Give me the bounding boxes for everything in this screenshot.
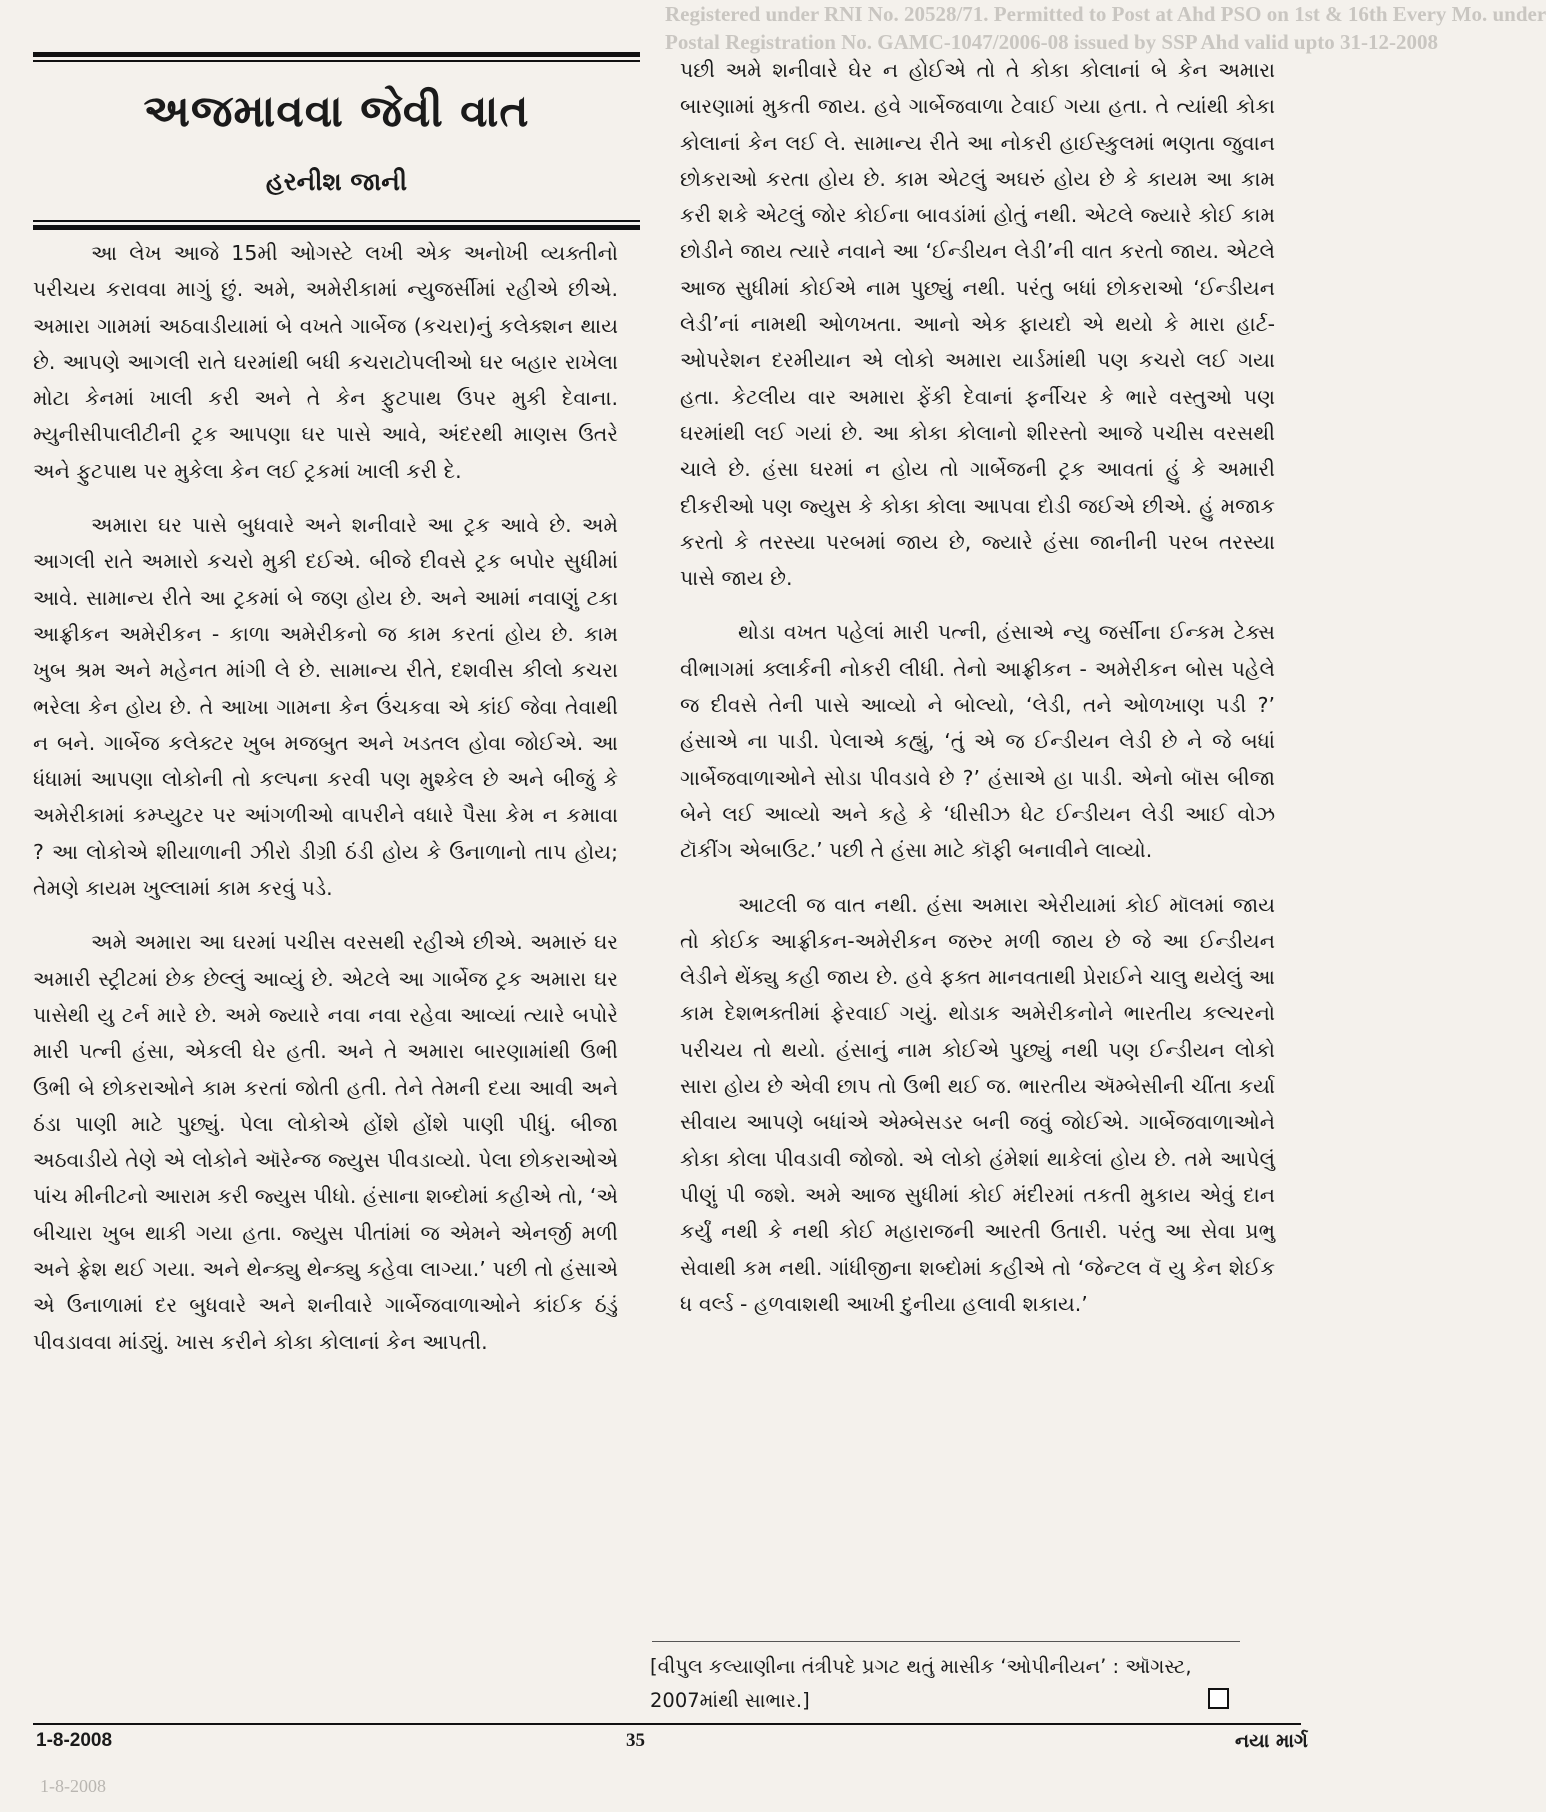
bleed-line-1: Registered under RNI No. 20528/71. Permitted to Post at Ahd PSO on 1st & 16th Every Mo. under <box>665 2 1546 26</box>
bleed-through-header <box>665 0 1546 56</box>
article-title: અજમાવવા જેવી વાત <box>143 86 530 137</box>
right-column-text <box>680 52 1275 1322</box>
bleed-through-footer: 1-8-2008 <box>40 1776 106 1796</box>
page-number: 35 <box>626 1730 645 1751</box>
paragraph: આ લેખ આજે 15મી ઓગસ્ટે લખી એક અનોખી વ્યક્તીનો પરીચય કરાવવા માગું છું. અમે, અમેરીકામાં ન્યુજર્સીમાં રહીએ છીએ. અમારા ગામમાં અઠવાડીયામાં બે વખતે ગાર્બેજ (કચરા)નું કલેક્શન થાય છે. આપણે આગલી રાતે ઘરમાંથી બધી કચરાટોપલીઓ ઘર બહાર રાખેલા મોટા કેનમાં ખાલી કરી અને તે કેન ફુટપાથ ઉપર મુકી દેવાના. મ્યુનીસીપાલીટીની ટ્રક આપણા ઘર પાસે આવે, અંદરથી માણસ ઉતરે અને ફુટપાથ પર મુકેલા કેન લઈ ટ્રકમાં ખાલી કરી દે. <box>33 241 618 483</box>
footer-rule <box>33 1723 1301 1725</box>
paragraph: થોડા વખત પહેલાં મારી પત્ની, હંસાએ ન્યુ જર્સીના ઈન્કમ ટેક્સ વીભાગમાં ક્લાર્કની નોકરી લીધી. તેનો આફ્રીકન - અમેરીકન બોસ પહેલે જ દીવસે તેની પાસે આવ્યો ને બોલ્યો, ‘લેડી, તને ઓળખાણ પડી ?’ હંસાએ ના પાડી. પેલાએ કહ્યું, ‘તું એ જ ઈન્ડીયન લેડી છે ને જે બધાં ગાર્બેજવાળાઓને સોડા પીવડાવે છે ?’ હંસાએ હા પાડી. એનો બૉસ બીજા બેને લઈ આવ્યો અને કહે કે ‘ધીસીઝ ધેટ ઈન્ડીયન લેડી આઈ વોઝ ટૉકીંગ એબાઉટ.’ પછી તે હંસા માટે કૉફી બનાવીને લાવ્યો. <box>680 620 1275 863</box>
title-top-rule-thin <box>33 60 640 62</box>
title-block <box>33 52 640 230</box>
title-bottom-rule <box>33 225 640 230</box>
square-box-icon <box>1208 1688 1229 1709</box>
title-bottom-rule-thin <box>33 220 640 222</box>
left-column-text <box>33 235 618 1360</box>
paragraph: પછી અમે શનીવારે ઘેર ન હોઈએ તો તે કોકા કોલાનાં બે કેન અમારા બારણામાં મુકતી જાય. હવે ગાર્બેજવાળા ટેવાઈ ગયા હતા. તે ત્યાંથી કોકા કોલાનાં કેન લઈ લે. સામાન્ય રીતે આ નોકરી હાઈસ્કુલમાં ભણતા જુવાન છોકરાઓ કરતા હોય છે. કામ એટલું અઘરું હોય છે કે કાયમ આ કામ કરી શકે એટલું જોર કોઈના બાવડાંમાં હોતું નથી. એટલે જ્યારે કોઈ કામ છોડીને જાય ત્યારે નવાને આ ‘ઈન્ડીયન લેડી’ની વાત કરતો જાય. એટલે આજ સુધીમાં કોઈએ નામ પુછ્યું નથી. પરંતુ બધાં છોકરાઓ ‘ઈન્ડીયન લેડી’નાં નામથી ઓળખતા. આનો એક ફાયદો એ થયો કે મારા હાર્ટ-ઓપરેશન દરમીયાન એ લોકો અમારા યાર્ડમાંથી પણ કચરો લઈ ગયા હતા. કેટલીય વાર અમારા ફેંકી દેવાનાં ફર્નીચર કે ભારે વસ્તુઓ પણ ઘરમાંથી લઈ ગયાં છે. આ કોકા કોલાનો શીરસ્તો આજે પચીસ વરસથી ચાલે છે. હંસા ઘરમાં ન હોય તો ગાર્બેજની ટ્રક આવતાં હું કે અમારી દીકરીઓ પણ જ્યુસ કે કોકા કોલા આપવા દોડી જઈએ છીએ. હું મજાક કરતો કે તરસ્યા પરબમાં જાય છે, જ્યારે હંસા જાનીની પરબ તરસ્યા પાસે જાય છે. <box>680 58 1275 591</box>
paragraph: આટલી જ વાત નથી. હંસા અમારા એરીયામાં કોઈ મૉલમાં જાય તો કોઈક આફ્રીકન-અમેરીકન જરુર મળી જાય છે જે આ ઈન્ડીયન લેડીને થેંક્યુ કહી જાય છે. હવે ફક્ત માનવતાથી પ્રેરાઈને ચાલુ થયેલું આ કામ દેશભક્તીમાં ફેરવાઈ ગયું. થોડાક અમેરીકનોને ભારતીય કલ્ચરનો પરીચય તો થયો. હંસાનું નામ કોઈએ પુછ્યું નથી પણ ઈન્ડીયન લોકો સારા હોય છે એવી છાપ તો ઉભી થઈ જ. ભારતીય ઍમ્બેસીની ચીંતા કર્યા સીવાય આપણે બધાંએ એમ્બેસડર બની જવું જોઈએ. ગાર્બેજવાળાઓને કોકા કોલા પીવડાવી જોજો. એ લોકો હંમેશાં થાકેલાં હોય છે. તમે આપેલું પીણું પી જશે. અમે આજ સુધીમાં કોઈ મંદીરમાં તકતી મુકાય એવું દાન કર્યું નથી કે નથી કોઈ મહારાજની આરતી ઉતારી. પરંતુ આ સેવા પ્રભુ સેવાથી કમ નથી. ગાંધીજીના શબ્દોમાં કહીએ તો ‘જેન્ટલ વૅ યુ કેન શેઈક ધ વર્લ્ડ - હળવાશથી આખી દુનીયા હલાવી શકાય.’ <box>680 892 1275 1316</box>
title-top-rule <box>33 52 640 57</box>
article-author: હરનીશ જાની <box>265 167 408 196</box>
footer-date: 1-8-2008 <box>36 1730 113 1751</box>
magazine-name: નયા માર્ગ <box>1235 1730 1308 1752</box>
paragraph: અમે અમારા આ ઘરમાં પચીસ વરસથી રહીએ છીએ. અમારું ઘર અમારી સ્ટ્રીટમાં છેક છેલ્લું આવ્યું છે. એટલે આ ગાર્બેજ ટ્રક અમારા ઘર પાસેથી યુ ટર્ન મારે છે. અમે જ્યારે નવા નવા રહેવા આવ્યાં ત્યારે બપોરે મારી પત્ની હંસા, એકલી ઘેર હતી. અને તે અમારા બારણામાંથી ઉભી ઉભી બે છોકરાઓને કામ કરતાં જોતી હતી. તેને તેમની દયા આવી અને ઠંડા પાણી માટે પુછ્યું. પેલા લોકોએ હોંશે હોંશે પાણી પીધું. બીજા અઠવાડીયે તેણે એ લોકોને ઑરેન્જ જ્યુસ પીવડાવ્યો. પેલા છોકરાઓએ પાંચ મીનીટનો આરામ કરી જ્યુસ પીધો. હંસાના શબ્દોમાં કહીએ તો, ‘એ બીચારા ખુબ થાકી ગયા હતા. જ્યુસ પીતાંમાં જ એમને એનર્જી મળી અને ફ્રેશ થઈ ગયા. અને થેન્ક્યુ થેન્ક્યુ કહેવા લાગ્યા.’ પછી તો હંસાએ એ ઉનાળામાં દર બુધવારે અને શનીવારે ગાર્બેજવાળાઓને કાંઈક ઠંડું પીવડાવવા માંડ્યું. ખાસ કરીને કોકા કોલાનાં કેન આપતી. <box>33 930 618 1354</box>
bleed-line-2: Postal Registration No. GAMC-1047/2006-08 issued by SSP Ahd valid upto 31-12-2008 <box>665 30 1438 54</box>
credit-divider <box>652 1641 1240 1642</box>
paragraph: અમારા ઘર પાસે બુધવારે અને શનીવારે આ ટ્રક આવે છે. અમે આગલી રાતે અમારો કચરો મુકી દઈએ. બીજે દીવસે ટ્રક બપોર સુધીમાં આવે. સામાન્ય રીતે આ ટ્રકમાં બે જણ હોય છે. અને આમાં નવાણું ટકા આફ્રીકન અમેરીકન - કાળા અમેરીકનો જ કામ કરતાં હોય છે. કામ ખુબ શ્રમ અને મહેનત માંગી લે છે. સામાન્ય રીતે, દશવીસ કીલો કચરા ભરેલા કેન હોય છે. તે આખા ગામના કેન ઉંચકવા એ કાંઈ જેવા તેવાથી ન બને. ગાર્બેજ કલેક્ટર ખુબ મજબુત અને ખડતલ હોવા જોઈએ. આ ધંધામાં આપણા લોકોની તો કલ્પના કરવી પણ મુશ્કેલ છે અને બીજું કે અમેરીકામાં કમ્પ્યુટર પર આંગળીઓ વાપરીને વધારે પૈસા કેમ ન કમાવા ? આ લોકોએ શીયાળાની ઝીરો ડીગ્રી ઠંડી હોય કે ઉનાળાનો તાપ હોય; તેમણે કાયમ ખુલ્લામાં કામ કરવું પડે. <box>33 513 618 901</box>
source-credit: [વીપુલ કલ્યાણીના તંત્રીપદે પ્રગટ થતું માસીક ‘ઓપીનીયન’ : ઑગસ્ટ, 2007માંથી સાભાર.] <box>650 1655 1192 1712</box>
